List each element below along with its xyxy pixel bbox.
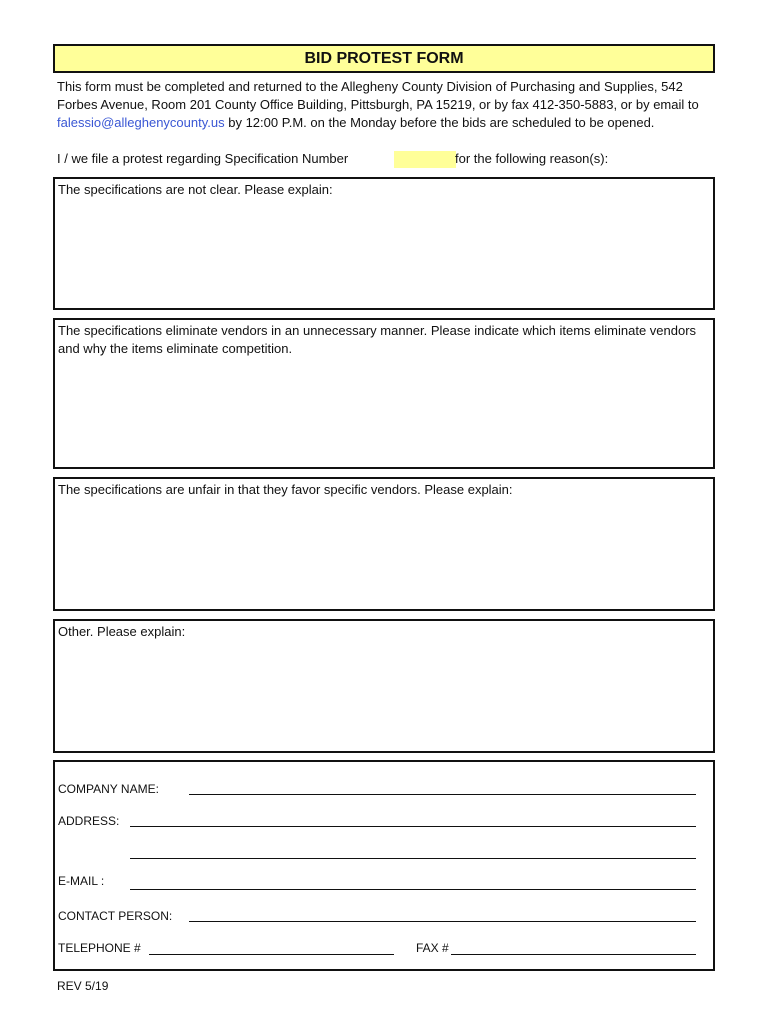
reason-box-unfair (53, 477, 715, 611)
spec-number-label: I / we file a protest regarding Specification Number (57, 151, 349, 166)
reason-prompt: The specifications are unfair in that they favor specific vendors. Please explain: (58, 482, 513, 497)
contact-person-field[interactable] (189, 921, 696, 922)
reason-prompt: The specifications eliminate vendors in an unnecessary manner. Please indicate which items eliminate vendors and why the items eliminate competition. (58, 323, 697, 356)
spec-reason-label: for the following reason(s): (455, 151, 609, 166)
spec-number-input[interactable] (394, 151, 456, 168)
reason-prompt: The specifications are not clear. Please explain: (58, 182, 333, 197)
reason-prompt: Other. Please explain: (58, 624, 186, 639)
reason-answer-field[interactable] (58, 364, 710, 464)
form-title: BID PROTEST FORM (53, 44, 715, 73)
email-link[interactable]: falessio@alleghenycounty.us (57, 115, 225, 130)
telephone-label: TELEPHONE # (58, 941, 141, 955)
instructions-text: This form must be completed and returned to the Allegheny County Division of Purchasing and Supplies, 542 Forbes Avenue, Room 201 County Office Building, Pittsburgh, PA 15219, or by fax 412-350-5883, or by email to (57, 79, 699, 112)
email-field[interactable] (130, 889, 696, 890)
reason-box-not-clear (53, 177, 715, 310)
fax-field[interactable] (451, 954, 696, 955)
fax-label: FAX # (416, 941, 449, 955)
reason-answer-field[interactable] (58, 523, 710, 606)
specification-line (57, 150, 717, 168)
address-field-line-2[interactable] (130, 858, 696, 859)
company-name-label: COMPANY NAME: (58, 782, 159, 796)
address-field-line-1[interactable] (130, 826, 696, 827)
reason-answer-field[interactable] (58, 223, 710, 305)
contact-person-label: CONTACT PERSON: (58, 909, 173, 923)
reason-box-eliminate-vendors (53, 318, 715, 469)
address-label: ADDRESS: (58, 814, 120, 828)
reason-answer-field[interactable] (58, 665, 710, 748)
instructions-text-end: by 12:00 P.M. on the Monday before the bids are scheduled to be opened. (224, 115, 655, 130)
email-label: E-MAIL : (58, 874, 105, 888)
reason-box-other (53, 619, 715, 753)
telephone-field[interactable] (149, 954, 394, 955)
contact-info-section (53, 760, 715, 971)
revision-label: REV 5/19 (57, 979, 109, 993)
form-instructions (57, 78, 717, 132)
company-name-field[interactable] (189, 794, 696, 795)
